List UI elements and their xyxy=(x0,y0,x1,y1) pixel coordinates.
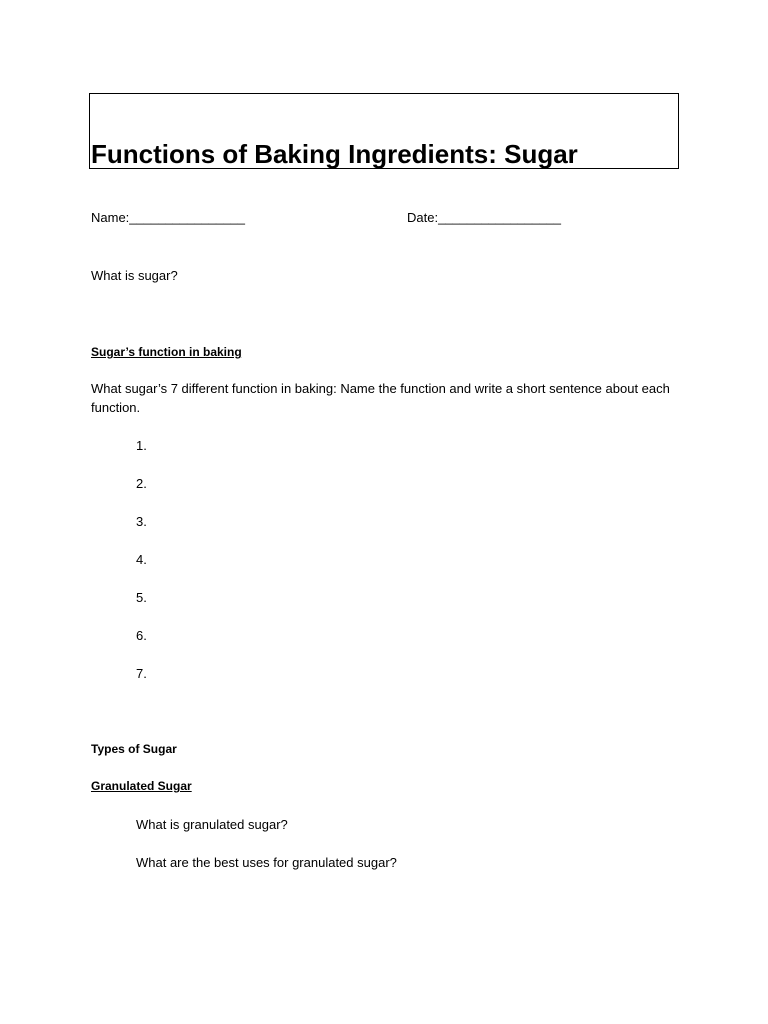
date-field: Date:_________________ xyxy=(407,210,561,225)
list-item: 3. xyxy=(136,514,147,529)
list-item: 6. xyxy=(136,628,147,643)
question-what-is-sugar: What is sugar? xyxy=(91,268,178,283)
list-item: 1. xyxy=(136,438,147,453)
list-item: 2. xyxy=(136,476,147,491)
name-field: Name:________________ xyxy=(91,210,245,225)
section-heading-function: Sugar’s function in baking xyxy=(91,345,242,359)
list-item: 4. xyxy=(136,552,147,567)
list-item: 7. xyxy=(136,666,147,681)
section-heading-types: Types of Sugar xyxy=(91,742,177,756)
question-granulated-uses: What are the best uses for granulated sugar? xyxy=(136,855,397,870)
question-granulated-what: What is granulated sugar? xyxy=(136,817,288,832)
page-title: Functions of Baking Ingredients: Sugar xyxy=(91,139,578,169)
section-heading-granulated: Granulated Sugar xyxy=(91,779,192,793)
function-instructions: What sugar’s 7 different function in baking: Name the function and write a short sentence about each function. xyxy=(91,381,670,415)
list-item: 5. xyxy=(136,590,147,605)
